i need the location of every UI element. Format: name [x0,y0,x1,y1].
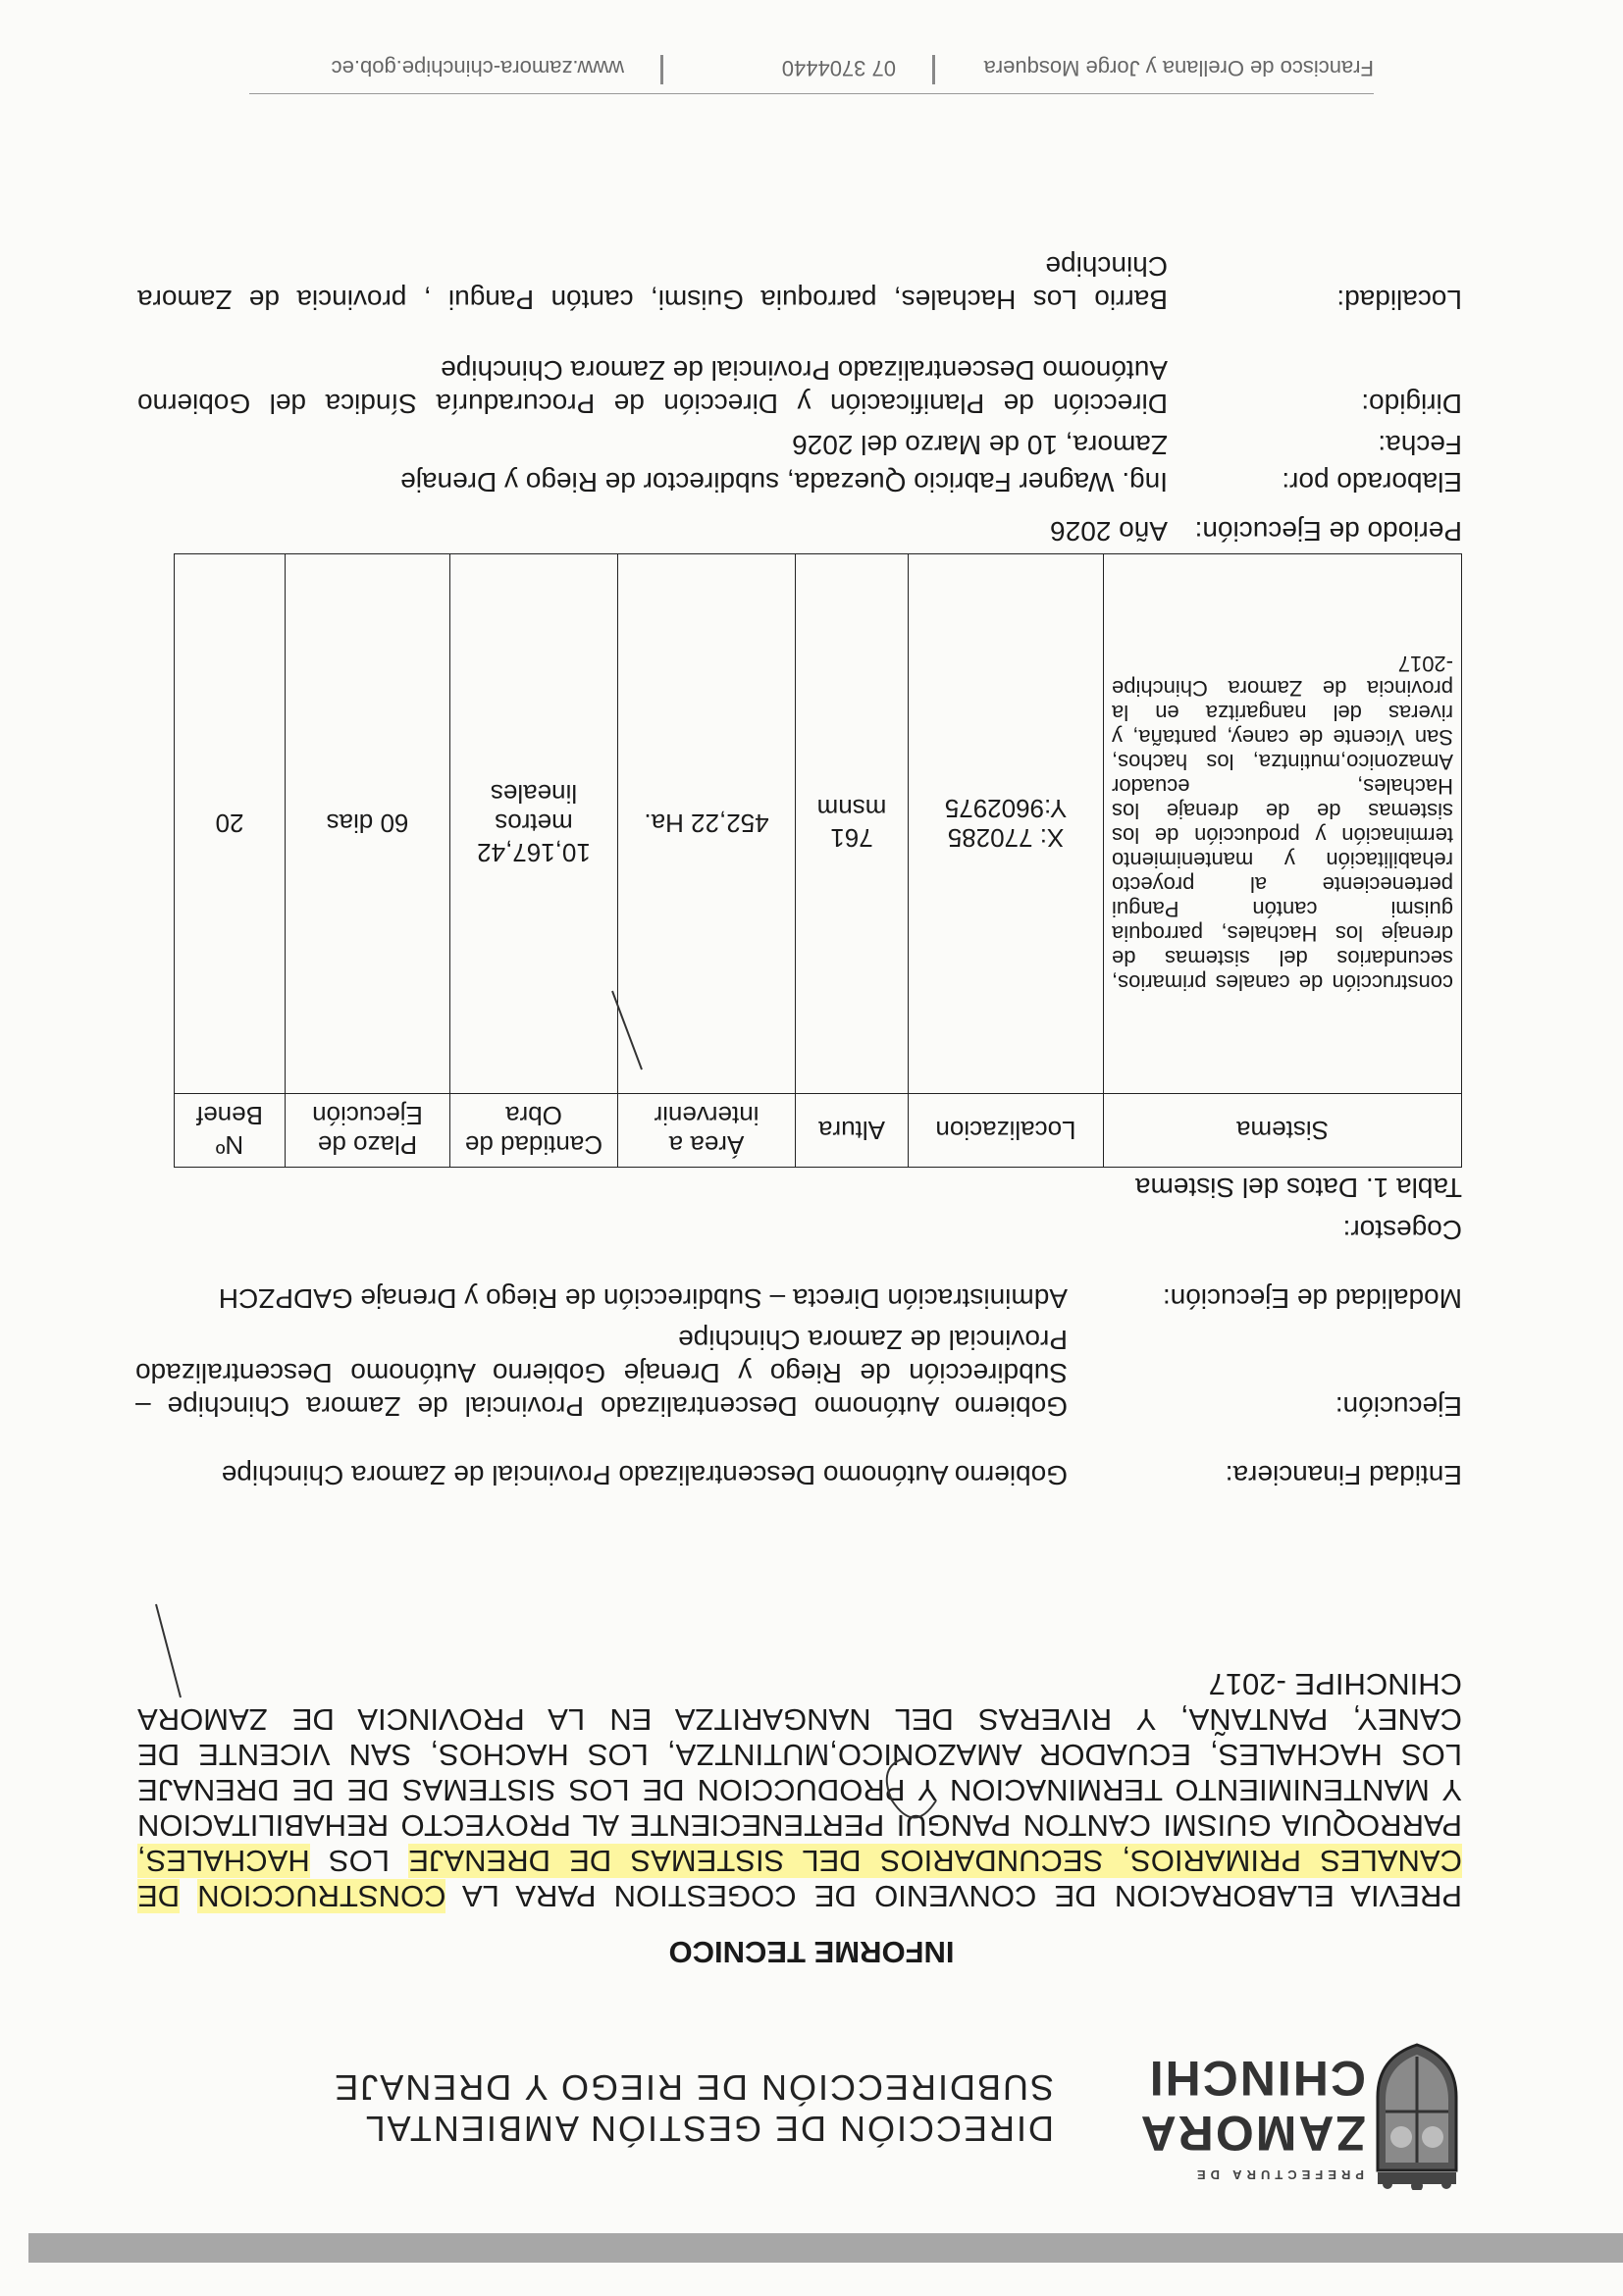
field-value: Administración Directa – Subdirección de Riego y Drenaje GADPZCH [218,1283,1068,1314]
prefectura-logo [1138,2043,1462,2190]
table-header-row [175,1094,1462,1168]
field-value: Zamora, 10 de Marzo del 2026 [792,430,1168,460]
highlighted-text-construccion: CONSTRUCCION [197,1879,446,1913]
col-altura: Altura [796,1094,909,1168]
field-label: Localidad: [1336,285,1462,315]
logo-subtitle: PREFECTURA DE [1191,2167,1364,2182]
field-label: Entidad Financiera: [1225,1460,1462,1490]
cell-localizacion [909,554,1104,1094]
highlighted-text-canales: DE CANALES PRIMARIOS, SECUNDARIOS DEL SISTEMAS DE DRENAJE [137,1844,1462,1913]
col-plazo: Plazo de Ejecución [286,1094,450,1168]
coat-of-arms-icon [1372,2043,1462,2190]
footer-separator [932,55,935,84]
cell-area: 452,22 Ha. [618,554,796,1094]
footer-divider [249,93,1374,94]
field-label: Modalidad de Ejecución: [1162,1283,1462,1314]
document-title: INFORME TECNICO [668,1935,955,1969]
subject-text-3: PARROQUIA GUISMI CANTON PANGUI PERTENECIENTE AL PROYECTO REHABILITACION Y MANTENIMIENTO TERMINACION Y PRODUCCION DE LOS SISTEMAS DE DE DRENAJE LOS HACHALES, ECUADOR AMAZONICO,MUTINTZA, LOS HACHOS, SAN VICENTE DE CANEY, PANTAÑA, Y RIVERAS DEL NANGARITZA EN LA PROVINCIA DE ZAMORA CHINCHIPE -2017 [137,1667,1462,1843]
cell-benef: 20 [175,554,286,1094]
col-sistema: Sistema [1104,1094,1462,1168]
col-benef: Nº Benef [175,1094,286,1168]
field-label: Cogestor: [1342,1215,1462,1245]
cell-sistema: construcción de canales primarios, secundarios del sistemas de drenaje los Hachales, parroquia guismi cantón Pangui perteneciente al proyecto rehabilitación y mantenimiento terminación y producción de los sistemas de de drenaje los Hachales, ecuador Amazonico,mutintza, los hachos, San Vicente de caney, pantaña, y riveras del nangaritza en la provincia de Zamora Chinchipe -2017 [1104,554,1462,1094]
cell-cantidad: 10,167,42 metros lineales [450,554,618,1094]
system-data-table [174,553,1462,1168]
cell-plazo: 60 dias [286,554,450,1094]
header-bar [28,2233,1623,2263]
cell-altura: 761 msnm [796,554,909,1094]
field-value: Ing. Wagner Fabricio Quezada, subdirector de Riego y Drenaje [400,467,1168,497]
col-cantidad: Cantidad de Obra [450,1094,618,1168]
table-row [175,554,1462,1094]
coord-x: X: 770285 [947,823,1065,854]
footer-website-link[interactable]: www.zamora-chinchipe.gob.ec [331,56,624,80]
field-label: Ejecución: [1335,1391,1462,1422]
subdepartment-name: SUBDIRECCIÓN DE RIEGO Y DRENAJE [333,2067,1054,2108]
report-subject [137,1666,1462,1913]
field-value: Dirección de Planificación y Dirección de Procuraduría Síndica del Gobierno Autónomo Descentralizado Provincial de Zamora Chinchipe [137,355,1168,419]
field-value: Gobierno Autónomo Descentralizado Provincial de Zamora Chinchipe – Subdirección de Riego y Drenaje Gobierno Autónomo Descentralizado Provincial de Zamora Chinchipe [135,1325,1068,1422]
field-value: Barrio Los Hachales, parroquia Guismi, cantón Pangui , provincia de Zamora Chinchipe [137,251,1168,315]
field-label: Fecha: [1378,430,1462,460]
table-caption: Tabla 1. Datos del Sistema [1134,1173,1462,1203]
footer-phone: 07 3704440 [781,56,896,80]
coord-y: Y:9602975 [944,794,1068,824]
logo-name-line1: ZAMORA [1138,2106,1366,2161]
field-value: Año 2026 [1050,516,1168,547]
subject-text-1: PREVIA ELABORACION DE CONVENIO DE COGESTION PARA LA [445,1879,1462,1913]
footer-address: Francisco de Orellana y Jorge Mosquera [983,56,1374,80]
field-label: Periodo de Ejecución: [1194,516,1462,547]
footer-separator [660,55,663,84]
logo-name-line2: CHINCHI [1147,2051,1366,2106]
col-localizacion: Localizacion [909,1094,1104,1168]
col-area: Área a intervenir [618,1094,796,1168]
subject-text-2: LOS [328,1844,409,1878]
department-name: DIRECCIÓN DE GESTIÓN AMBIENTAL [363,2109,1054,2149]
field-label: Elaborado por: [1282,467,1462,497]
field-label: Dirigido: [1361,389,1462,419]
field-value: Gobierno Autónomo Descentralizado Provincial de Zamora Chinchipe [221,1460,1068,1490]
highlighted-text-hachales: HACHALES, [137,1844,310,1878]
